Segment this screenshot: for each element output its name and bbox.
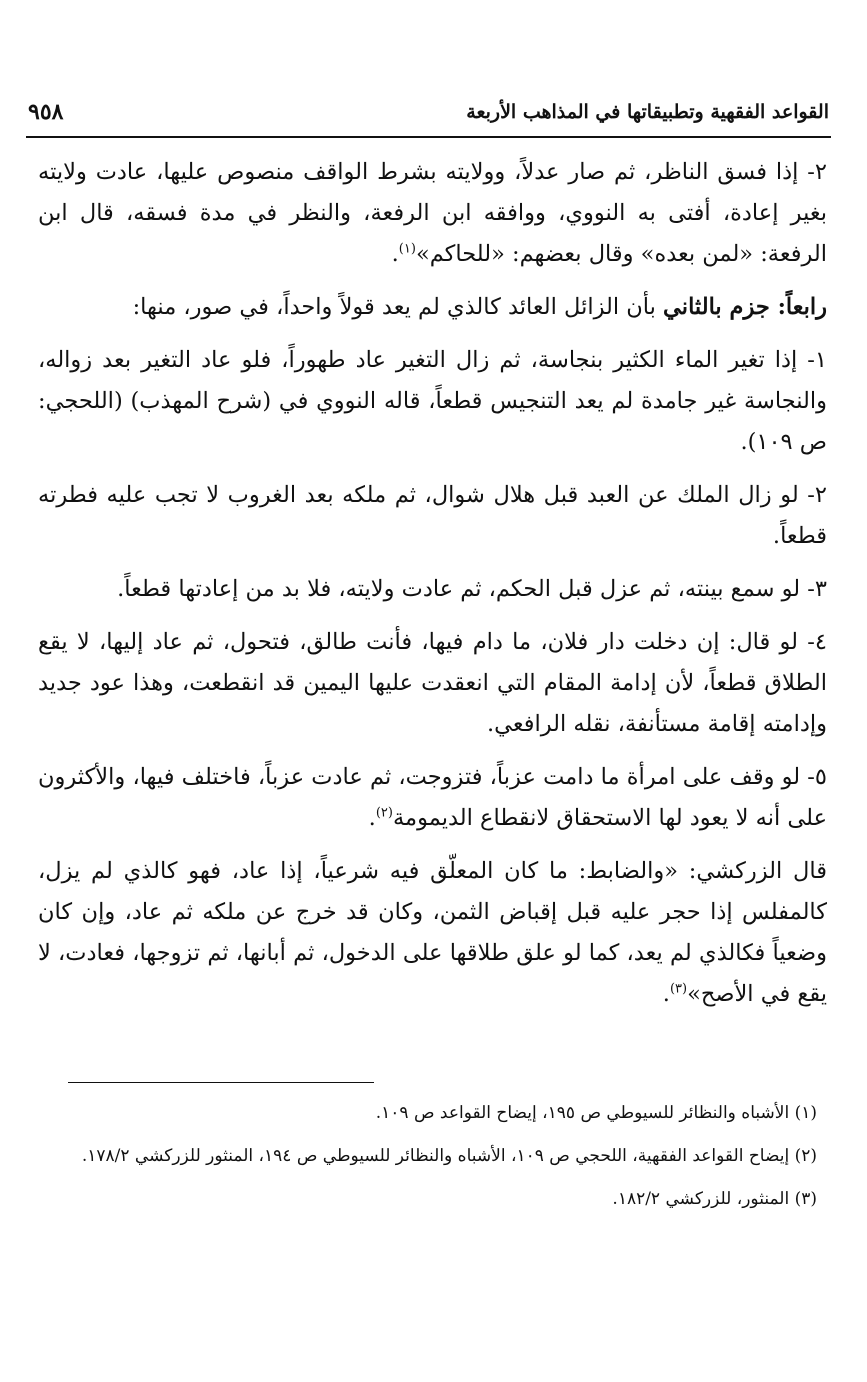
page-number: ٩٥٨ <box>28 99 64 125</box>
paragraph-text: ٣- لو سمع بينته، ثم عزل قبل الحكم، ثم عادت ولايته، فلا بد من إعادتها قطعاً. <box>117 576 827 602</box>
paragraph-item-2-trustee: ٢- إذا فسق الناظر، ثم صار عدلاً، وولايته بشرط الواقف منصوص عليها، عادت ولايته بغير إعادة، أفتى به النووي، ووافقه ابن الرفعة، والنظر في مدة فسقه، قال ابن الرفعة: «لمن بعده» وقال بعضهم: «للحاكم»$^{(١)}$. <box>38 159 827 267</box>
paragraph-fourth-section <box>38 287 827 328</box>
footnote-item: (٣) المنثور، للزركشي ١٨٢/٢. <box>612 1189 817 1209</box>
paragraph-item-2-slave <box>38 475 827 557</box>
paragraph-item-4-divorce <box>38 622 827 745</box>
paragraph-text: ٤- لو قال: إن دخلت دار فلان، ما دام فيها، فأنت طالق، فتحول، ثم عاد إليها، لا يقع الطلاق قطعاً، لأن إدامة المقام التي انعقدت عليها اليمين قد انقطعت، وهذا عود جديد وإدامته إقامة مستأنفة، نقله الرافعي. <box>38 629 827 737</box>
paragraph-text: قال الزركشي: «والضابط: ما كان المعلّق فيه شرعياً، إذا عاد، فهو كالذي لم يزل، كالمفلس إذا حجر عليه قبل إقباض الثمن، وكان قد خرج عن ملكه ثم عاد، وإن كان وضعياً فكالذي لم يعد، كما لو علق طلاقها على الدخول، ثم أبانها، ثم تزوجها، فعادت، لا يقع في الأصح» <box>38 858 827 1007</box>
footnote-ref: (٢) <box>375 805 393 821</box>
paragraph-text: بأن الزائل العائد كالذي لم يعد قولاً واحداً، في صور، منها: <box>132 294 664 320</box>
footnote-ref: (١) <box>398 241 416 257</box>
footnote-ref: (٣) <box>669 981 688 997</box>
header-divider <box>26 136 831 138</box>
footnote-divider <box>68 1082 374 1083</box>
running-title: القواعد الفقهية وتطبيقاتها في المذاهب الأربعة <box>466 101 829 123</box>
paragraph-item-5-endowment: ٥- لو وقف على امرأة ما دامت عزباً، فتزوجت، ثم عادت عزباً، فاختلف فيها، والأكثرون على أنه لا يعود لها الاستحقاق لانقطاع الديمومة$^{(٢)}$. <box>38 764 827 831</box>
running-header <box>28 92 829 132</box>
paragraph-text: ٢- لو زال الملك عن العبد قبل هلال شوال، ثم ملكه بعد الغروب لا تجب عليه فطرته قطعاً. <box>38 482 827 549</box>
footnote-item: (١) الأشباه والنظائر للسيوطي ص ١٩٥، إيضاح القواعد ص ١٠٩. <box>375 1103 817 1123</box>
paragraph-text: ٢- إذا فسق الناظر، ثم صار عدلاً، وولايته بشرط الواقف منصوص عليها، عادت ولايته بغير إعادة، أفتى به النووي، ووافقه ابن الرفعة، والنظر في مدة فسقه، قال ابن الرفعة: «لمن بعده» وقال بعضهم: «للحاكم» <box>38 159 827 267</box>
section-lead: رابعاً: جزم بالثاني <box>663 294 827 320</box>
main-text <box>38 152 827 1027</box>
paragraph-text: ١- إذا تغير الماء الكثير بنجاسة، ثم زال التغير عاد طهوراً، فلو عاد التغير بعد زواله، والنجاسة غير جامدة لم يعد التنجيس قطعاً، قاله النووي في (شرح المهذب) (اللحجي: ص ١٠٩). <box>38 347 827 455</box>
paragraph-zarkashi-quote: قال الزركشي: «والضابط: ما كان المعلّق فيه شرعياً، إذا عاد، فهو كالذي لم يزل، كالمفلس إذا حجر عليه قبل إقباض الثمن، وكان قد خرج عن ملكه ثم عاد، وإن كان وضعياً فكالذي لم يعد، كما لو علق طلاقها على الدخول، ثم أبانها، ثم تزوجها، فعادت، لا يقع في الأصح»$^{(٣)}$. <box>38 858 827 1007</box>
paragraph-item-1-water <box>38 340 827 463</box>
paragraph-text: ٥- لو وقف على امرأة ما دامت عزباً، فتزوجت، ثم عادت عزباً، فاختلف فيها، والأكثرون على أنه لا يعود لها الاستحقاق لانقطاع الديمومة <box>38 764 827 831</box>
footnote-item: (٢) إيضاح القواعد الفقهية، اللحجي ص ١٠٩، الأشباه والنظائر للسيوطي ص ١٩٤، المنثور للزركشي ١٧٨/٢. <box>81 1146 817 1166</box>
footnotes <box>50 1098 817 1227</box>
paragraph-item-3-testimony <box>38 569 827 610</box>
